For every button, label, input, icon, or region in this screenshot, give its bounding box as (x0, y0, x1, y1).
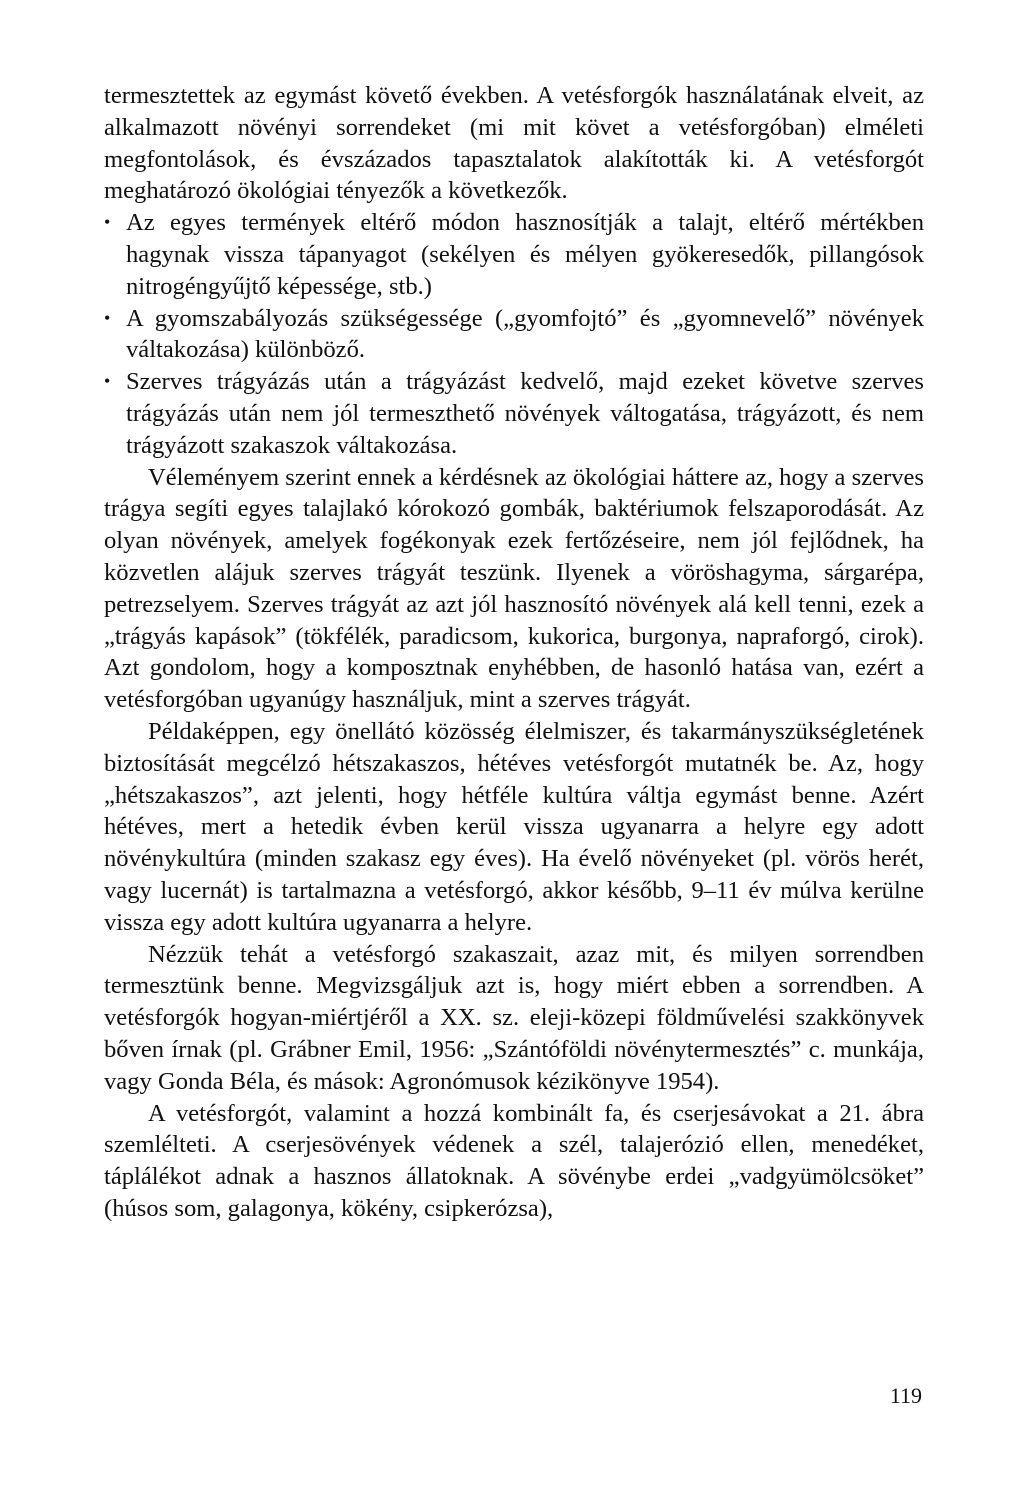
paragraph-intro: termesztettek az egymást követő években. A vetésforgók használatának elveit, az alkalmazott növényi sorrendeket (mi mit követ a vetésforgóban) elméleti megfontolások, és évszázados tapasztalatok alakították ki. A vetésforgót meghatározó ökológiai tényezők a következők. (104, 82, 924, 205)
paragraph-stages: Nézzük tehát a vetésforgó szakaszait, azaz mit, és milyen sorrendben termesztünk benne. Megvizsgáljuk azt is, hogy miért ebben a sorrendben. A vetésforgók hogyan-miértjéről a XX. sz. eleji-közepi földművelési szakkönyvek bőven írnak (pl. Grábner Emil, 1956: „Szántóföldi növénytermesztés” c. munkája, vagy Gonda Béla, és mások: Agronómusok kézikönyve 1954). (104, 940, 924, 1095)
page-number: 119 (889, 1383, 922, 1408)
list-item (104, 207, 924, 302)
paragraph-example: Példaképpen, egy önellátó közösség élelmiszer, és takarmányszükségletének biztosítását megcélzó hétszakaszos, hétéves vetésforgót mutatnék be. Az, hogy „hétszakaszos”, azt jelenti, hogy hétféle kultúra váltja egymást benne. Azért hétéves, mert a hetedik évben kerül vissza ugyanarra a helyre egy adott növénykultúra (minden szakasz egy éves). Ha évelő növényeket (pl. vörös herét, vagy lucernát) is tartalmazna a vetésforgó, akkor később, 9–11 év múlva kerülne vissza egy adott kultúra ugyanarra a helyre. (104, 717, 924, 936)
list-item-text: Szerves trágyázás után a trágyázást kedvelő, majd ezeket követve szerves trágyázás után nem jól termeszthető növények váltogatása, trágyázott, és nem trágyázott szakaszok váltakozása. (126, 368, 924, 459)
list-item (104, 303, 924, 367)
paragraph-figure-reference: A vetésforgót, valamint a hozzá kombinált fa, és cserjesávokat a 21. ábra szemlélteti. A cserjesövények védenek a szél, talajerózió ellen, menedéket, táplálékot adnak a hasznos állatoknak. A sövénybe erdei „vadgyümölcsöket” (húsos som, galagonya, kökény, csipkerózsa), (104, 1099, 924, 1222)
list-item-text: A gyomszabályozás szükségessége („gyomfojtó” és „gyomnevelő” növények váltakozása) különböző. (126, 304, 924, 364)
factor-list (104, 207, 924, 461)
page-body (104, 80, 924, 1225)
bullet-icon: • (104, 212, 111, 233)
paragraph-opinion: Véleményem szerint ennek a kérdésnek az ökológiai háttere az, hogy a szerves trágya segíti egyes talajlakó kórokozó gombák, baktériumok felszaporodását. Az olyan növények, amelyek fogékonyak ezek fertőzéseire, nem jól fejlődnek, ha közvetlen alájuk szerves trágyát teszünk. Ilyenek a vöröshagyma, sárgarépa, petrezselyem. Szerves trágyát az azt jól hasznosító növények alá kell tenni, ezek a „trágyás kapások” (tökfélék, paradicsom, kukorica, burgonya, napraforgó, cirok). Azt gondolom, hogy a komposztnak enyhébben, de hasonló hatása van, ezért a vetésforgóban ugyanúgy használjuk, mint a szerves trágyát. (104, 463, 924, 714)
list-item (104, 366, 924, 461)
list-item-text: Az egyes termények eltérő módon hasznosítják a talajt, eltérő mértékben hagynak vissza tápanyagot (sekélyen és mélyen gyökeresedők, pillangósok nitrogéngyűjtő képessége, stb.) (126, 209, 924, 300)
bullet-icon: • (104, 371, 111, 392)
bullet-icon: • (104, 307, 111, 328)
